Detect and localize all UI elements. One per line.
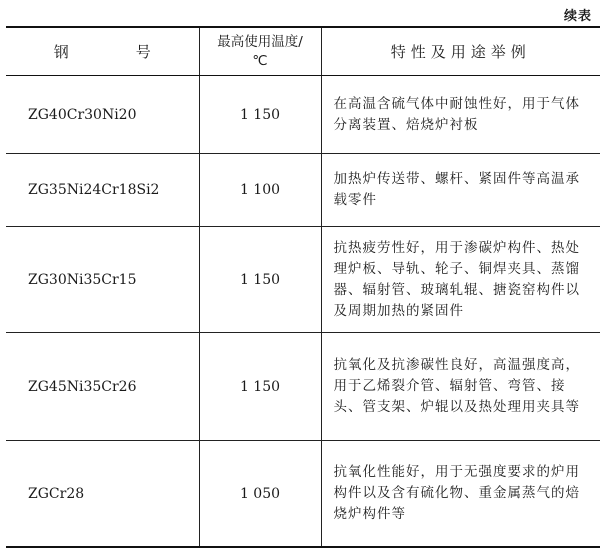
steel-table [6,26,600,548]
cell-grade: ZG45Ni35Cr26 [6,333,199,441]
cell-grade: ZG35Ni24Cr18Si2 [6,154,199,227]
cell-grade: ZG40Cr30Ni20 [6,76,199,154]
table-row [6,76,600,154]
cell-use: 抗氧化及抗渗碳性良好，高温强度高，用于乙烯裂介管、辐射管、弯管、接头、管支架、炉辊以及热处理用夹具等 [321,333,600,441]
cell-temp: 1 150 [199,227,321,333]
cell-grade: ZG30Ni35Cr15 [6,227,199,333]
cell-temp: 1 150 [199,76,321,154]
table-row [6,441,600,548]
header-properties-uses: 特性及用途举例 [321,27,600,76]
table-row [6,154,600,227]
cell-temp: 1 050 [199,441,321,548]
cell-temp: 1 150 [199,333,321,441]
header-max-temp-line1: 最高使用温度/ [217,33,303,50]
table-row [6,227,600,333]
continued-label: 续表 [563,9,592,24]
table-row [6,333,600,441]
header-max-temp-unit: ℃ [252,52,268,69]
cell-grade: ZGCr28 [6,441,199,548]
header-max-temp [199,27,321,76]
cell-temp: 1 100 [199,154,321,227]
cell-use: 抗热疲劳性好，用于渗碳炉构件、热处理炉板、导轨、轮子、铜焊夹具、蒸馏器、辐射管、玻璃轧辊、搪瓷窑构件以及周期加热的紧固件 [321,227,600,333]
table-header-row [6,27,600,76]
header-steel-grade: 钢 号 [6,27,199,76]
cell-use: 抗氧化性能好，用于无强度要求的炉用构件以及含有硫化物、重金属蒸气的焙烧炉构件等 [321,441,600,548]
cell-use: 加热炉传送带、螺杆、紧固件等高温承载零件 [321,154,600,227]
cell-use: 在高温含硫气体中耐蚀性好，用于气体分离装置、焙烧炉衬板 [321,76,600,154]
